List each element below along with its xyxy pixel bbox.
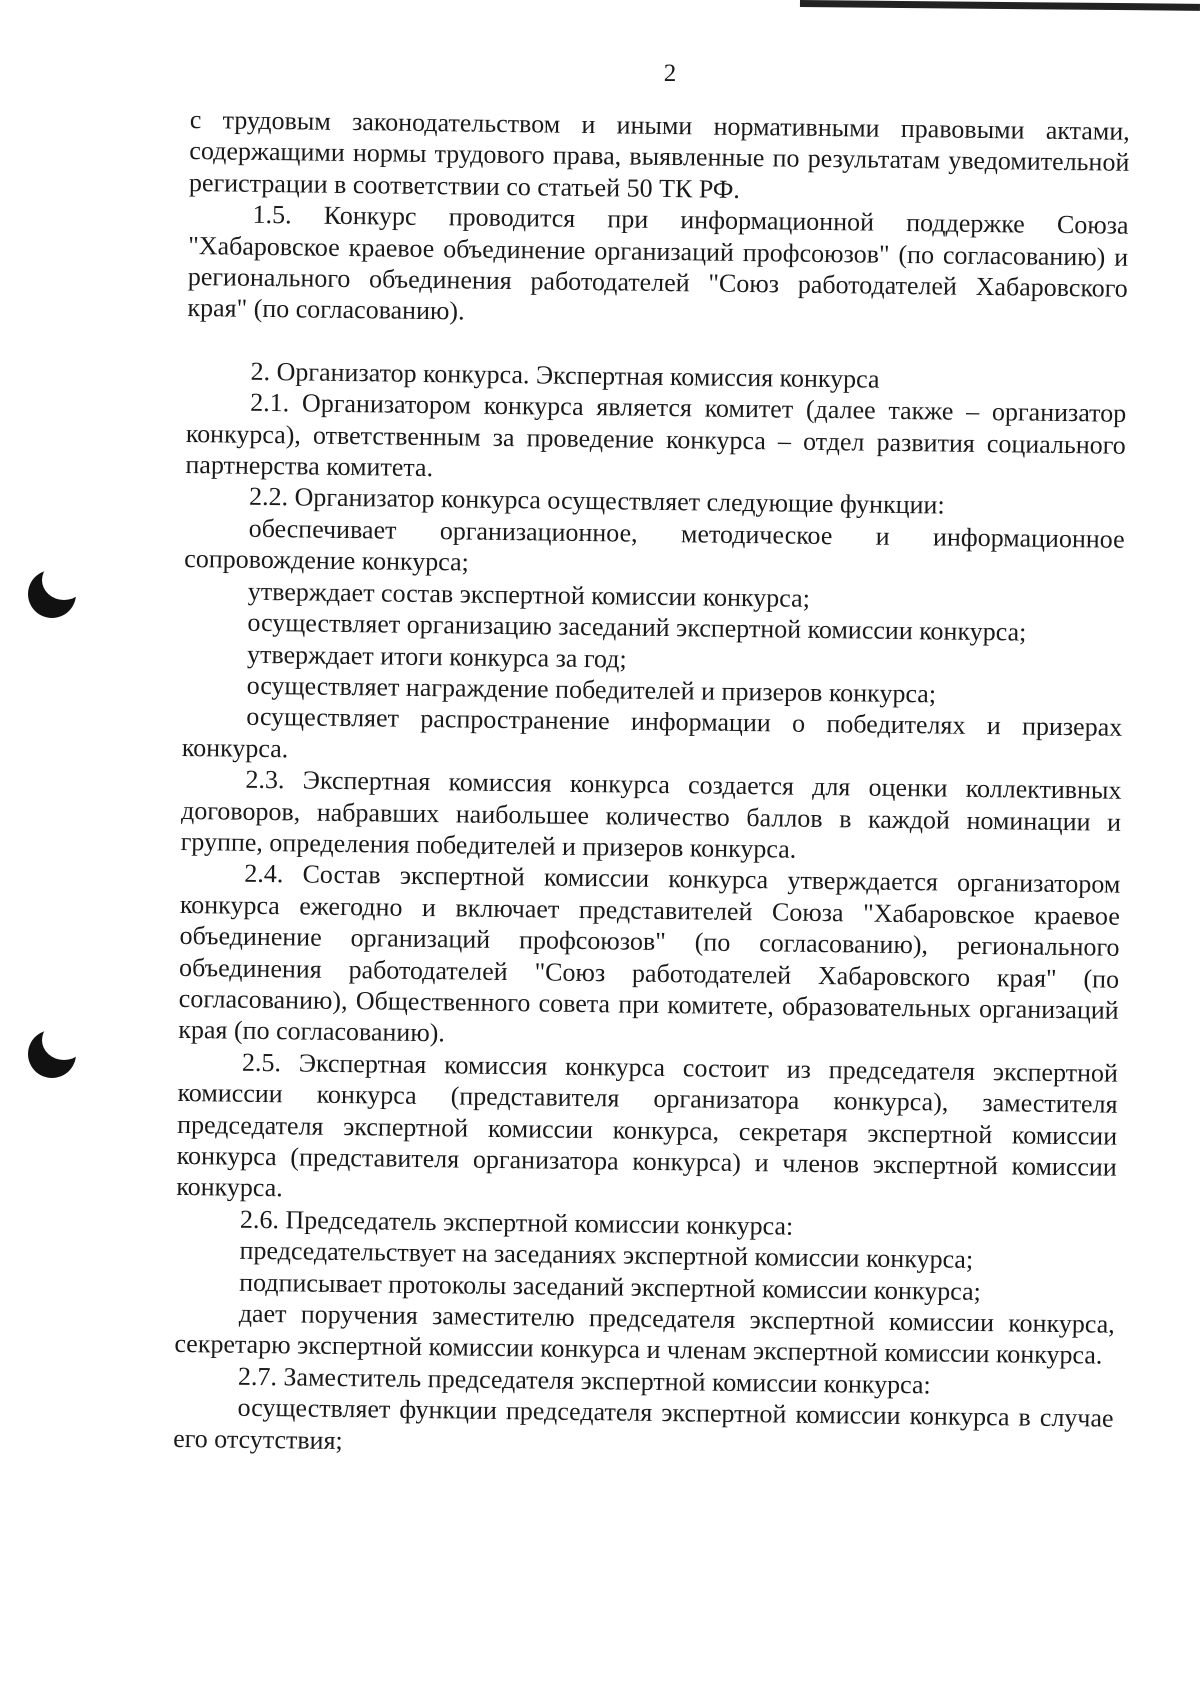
document-body	[173, 104, 1130, 1466]
paragraph-2-1: 2.1. Организатором конкурса является комитет (далее также – организатор конкурса), ответственным за проведение конкурса – отдел развития социального партнерства комитета.	[185, 388, 1127, 483]
list-item: осуществляет распространение информации о победителях и призерах конкурса.	[181, 702, 1123, 764]
list-item: председательствует на заседаниях экспертной комиссии конкурса;	[239, 1235, 974, 1275]
list-item: обеспечивает организационное, методическое и информационное сопровождение конкурса;	[184, 513, 1125, 577]
list-item: подписывает протоколы заседаний экспертной комиссии конкурса;	[239, 1267, 982, 1306]
paragraph-2-3: 2.3. Экспертная комиссия конкурса создается для оценки коллективных договоров, набравших наибольшее количество баллов в каждой номинации и группе, определения победителей и призеров конкурса.	[180, 764, 1122, 864]
paragraph-2-6: 2.6. Председатель экспертной комиссии конкурса:	[239, 1204, 794, 1241]
paragraph-2-4: 2.4. Состав экспертной комиссии конкурса утверждается организатором конкурса ежегодно и включает представителей Союза "Хабаровское краевое объединение организаций профсоюзов" (по согласованию), регионального объединения работодателей "Союз работодателей Хабаровского края" (по согласованию), Общественного совета при комитете, образовательных организаций края (по согласованию).	[178, 859, 1121, 1048]
paragraph-2-2: 2.2. Организатор конкурса осуществляет следующие функции:	[248, 482, 945, 520]
section-heading-2: 2. Организатор конкурса. Экспертная комиссия конкурса	[250, 356, 880, 394]
scan-edge-artifact	[800, 0, 1200, 11]
page-number: 2	[663, 60, 677, 87]
list-item: утверждает итоги конкурса за год;	[246, 639, 627, 674]
list-item: осуществляет награждение победителей и призеров конкурса;	[246, 670, 937, 709]
list-item: дает поручения заместителю председателя экспертной комиссии конкурса, секретарю экспертной комиссии конкурса и членам экспертной комиссии конкурса.	[174, 1298, 1115, 1371]
list-item: утверждает состав экспертной комиссии конкурса;	[247, 576, 811, 613]
binder-hole-mark	[28, 1030, 76, 1078]
binder-hole-mark	[28, 570, 76, 618]
paragraph-1-5: 1.5. Конкурс проводится при информационной поддержке Союза "Хабаровское краевое объединение организаций профсоюзов" (по согласованию) и регионального объединения работодателей "Союз работодателей Хабаровского края" (по согласованию).	[187, 200, 1129, 326]
paragraph-2-5: 2.5. Экспертная комиссия конкурса состоит из председателя экспертной комиссии конкурса (представителя организатора конкурса), заместителя председателя экспертной комиссии конкурса, секретаря экспертной комиссии конкурса (представителя организатора конкурса) и членов экспертной комиссии конкурса.	[176, 1047, 1119, 1203]
list-item: осуществляет организацию заседаний экспертной комиссии конкурса;	[247, 607, 1027, 647]
list-item: осуществляет функции председателя экспертной комиссии конкурса в случае его отсутствия;	[173, 1392, 1114, 1455]
paragraph-continuation: с трудовым законодательством и иными нормативными правовыми актами, содержащими нормы трудового права, выявленные по результатам уведомительной регистрации в соответствии со статьей 50 ТК РФ.	[188, 104, 1130, 204]
paragraph-2-7: 2.7. Заместитель председателя экспертной комиссии конкурса:	[237, 1361, 931, 1400]
